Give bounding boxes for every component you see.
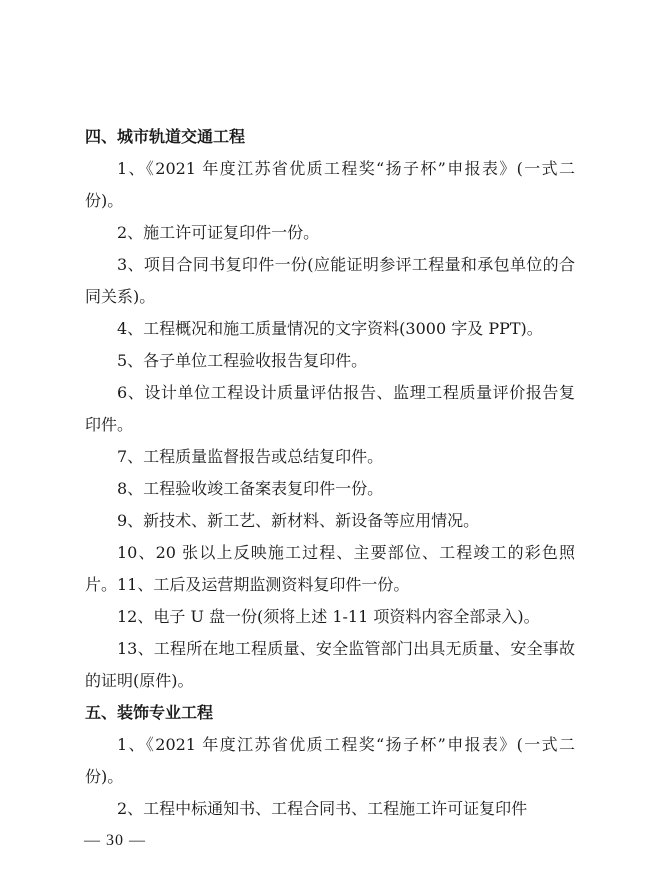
list-item: 3、项目合同书复印件一份(应能证明参评工程量和承包单位的合同关系)。 <box>85 255 575 306</box>
list-item: 10、20 张以上反映施工过程、主要部位、工程竣工的彩色照片。 <box>85 543 575 594</box>
list-item: 8、工程验收竣工备案表复印件一份。 <box>117 479 384 498</box>
list-item: 11、工后及运营期监测资料复印件一份。 <box>117 575 410 594</box>
list-item: 1、《2021 年度江苏省优质工程奖“扬子杯”申报表》(一式二份)。 <box>85 735 575 786</box>
list-item: 1、《2021 年度江苏省优质工程奖“扬子杯”申报表》(一式二份)。 <box>85 159 575 210</box>
page-number: — 30 — <box>84 832 146 849</box>
list-item: 7、工程质量监督报告或总结复印件。 <box>117 447 384 466</box>
list-item: 13、工程所在地工程质量、安全监管部门出具无质量、安全事故的证明(原件)。 <box>85 639 575 690</box>
list-item: 2、施工许可证复印件一份。 <box>117 223 320 242</box>
list-item: 12、电子 U 盘一份(须将上述 1-11 项资料内容全部录入)。 <box>117 607 540 626</box>
list-item: 5、各子单位工程验收报告复印件。 <box>117 351 368 370</box>
section-heading: 五、装饰专业工程 <box>85 703 214 722</box>
list-item: 4、工程概况和施工质量情况的文字资料(3000 字及 PPT)。 <box>117 319 543 338</box>
section-heading: 四、城市轨道交通工程 <box>85 127 246 146</box>
list-item: 9、新技术、新工艺、新材料、新设备等应用情况。 <box>117 511 480 530</box>
list-item: 6、设计单位工程设计质量评估报告、监理工程质量评价报告复印件。 <box>85 383 575 434</box>
list-item: 2、工程中标通知书、工程合同书、工程施工许可证复印件 <box>117 799 528 818</box>
